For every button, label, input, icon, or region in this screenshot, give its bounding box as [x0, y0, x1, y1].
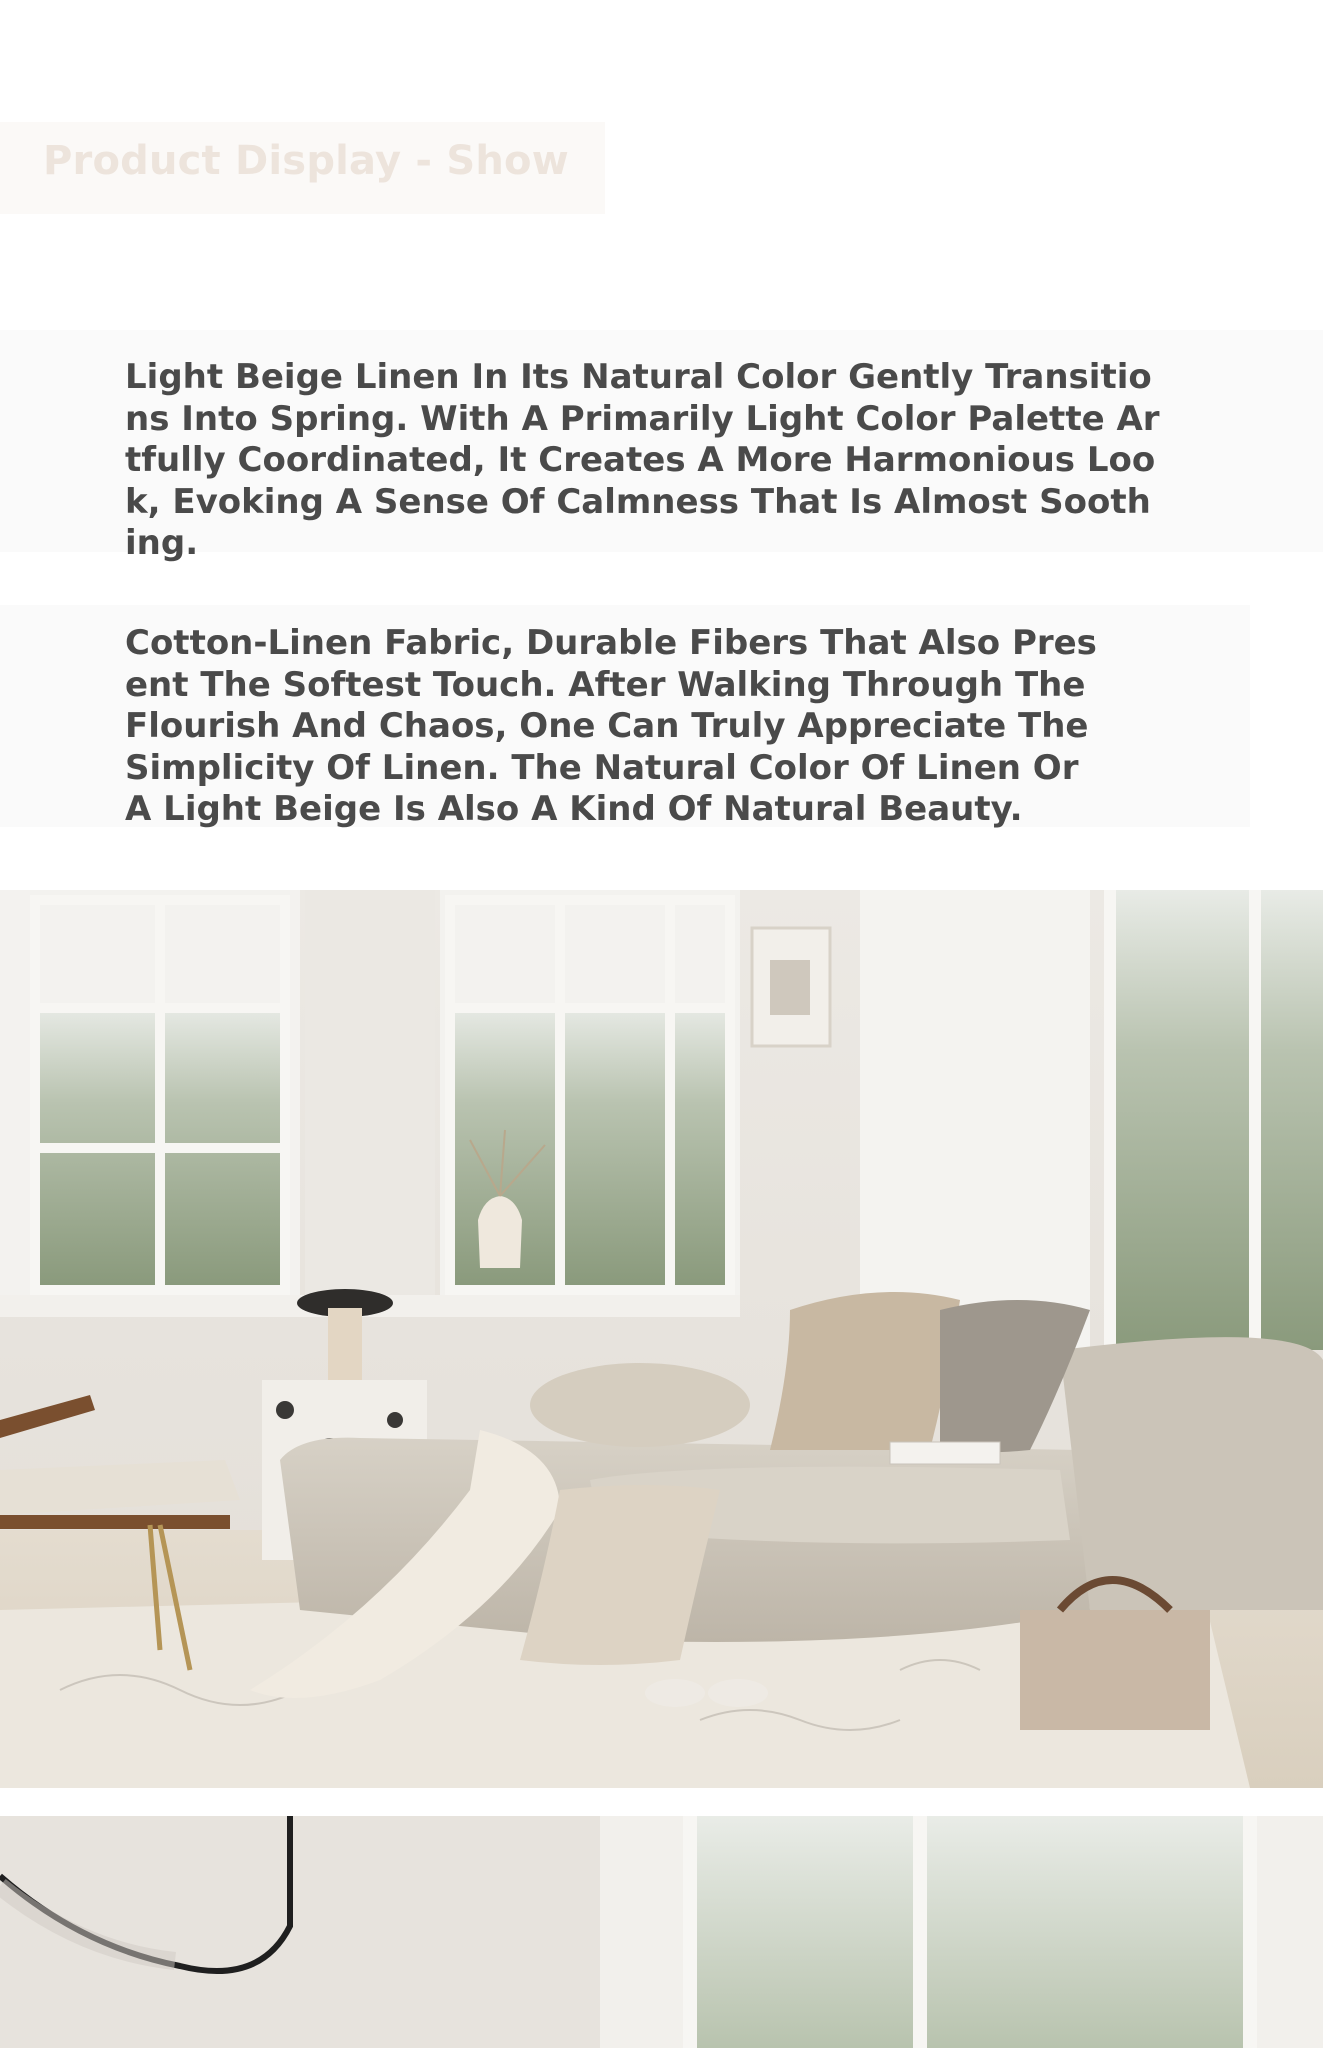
mirror-window-room-image [0, 1816, 1323, 2048]
description-paragraph-1: Light Beige Linen In Its Natural Color Gently Transitions Into Spring. With A Primarily Light Color Palette Artfully Coordinated, It Creates A More Harmonious Look, Evoking A Sense Of Calmness That Is Almost Soothing. [125, 357, 1160, 563]
description-paragraph-2: Cotton-Linen Fabric, Durable Fibers That Also Present The Softest Touch. After Walking Through The Flourish And Chaos, One Can Truly Appreciate The Simplicity Of Linen. The Natural Color Of Linen Or A Light Beige Is Also A Kind Of Natural Beauty. [125, 623, 1097, 829]
page-title: Product Display - Show [43, 138, 569, 184]
living-room-sofa-image [0, 890, 1323, 1788]
